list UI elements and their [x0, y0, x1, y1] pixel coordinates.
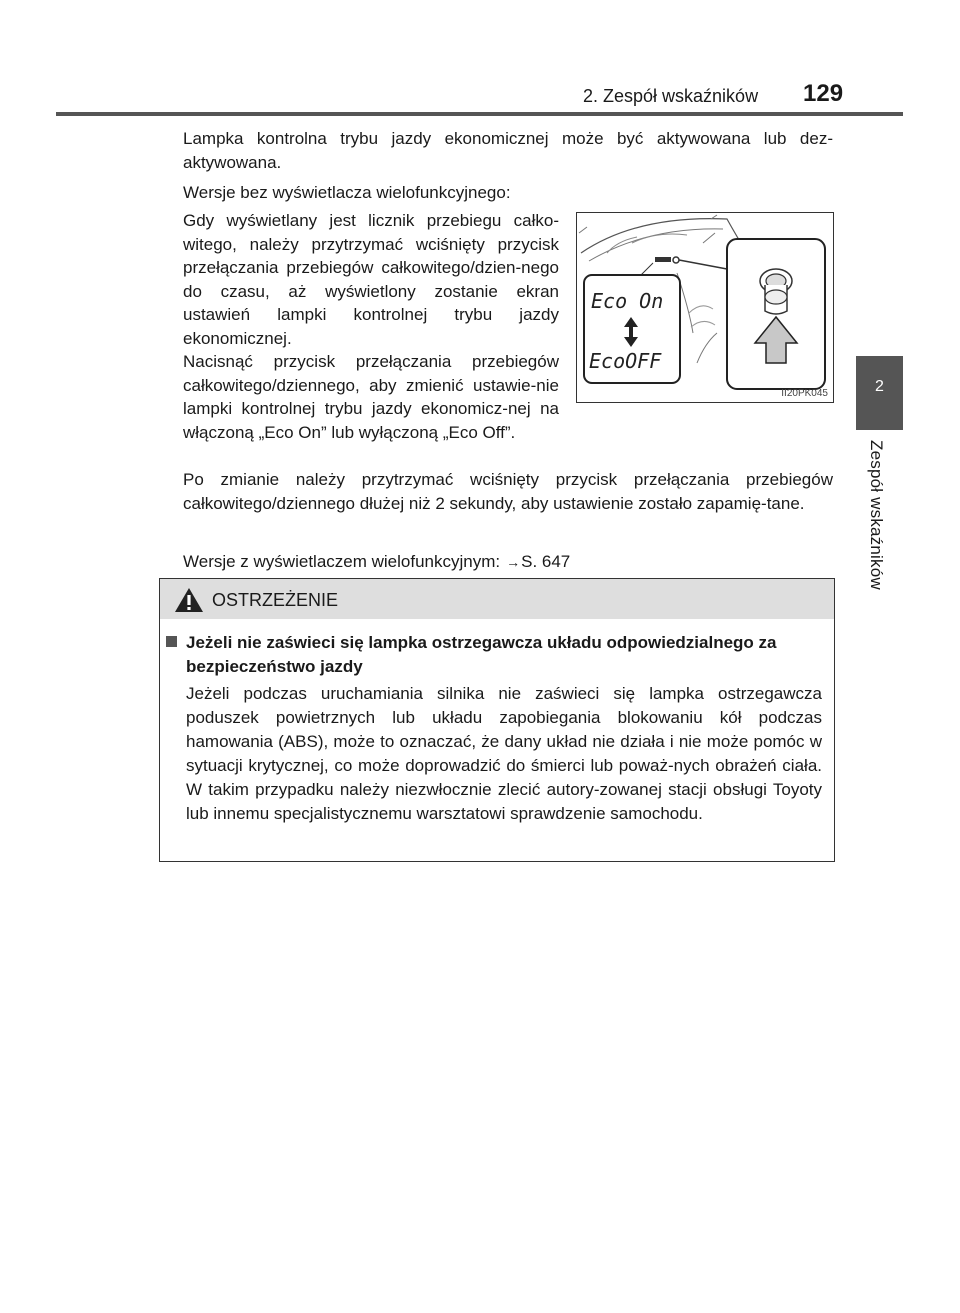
paragraph-intro: Lampka kontrolna trybu jazdy ekonomicznej może być aktywowana lub dez-aktywowana.	[183, 129, 833, 172]
paragraph-version-heading: Wersje bez wyświetlacza wielofunkcyjnego:	[183, 183, 511, 202]
page-reference-link[interactable]: S. 647	[521, 552, 571, 571]
warning-title: OSTRZEŻENIE	[212, 590, 339, 610]
instruction-step-2: Nacisnąć przycisk przełączania przebiegów całkowitego/dziennego, aby zmienić ustawie-nie lampki kontrolnej trybu jazdy ekonomicz-nej na włączoną „Eco On” lub wyłączoną „Eco Off”.	[183, 352, 559, 442]
bullet-square-icon	[166, 636, 177, 647]
warning-header	[160, 579, 834, 619]
chapter-tab	[856, 356, 903, 430]
paragraph-after-change: Po zmianie należy przytrzymać wciśnięty przycisk przełączania przebiegów całkowitego/dziennego dłużej niż 2 sekundy, aby ustawienie zostało zapamię-tane.	[183, 470, 833, 513]
display-eco-on: Eco On	[591, 289, 664, 313]
chapter-tab-label: Zespół wskaźników	[867, 440, 886, 590]
odometer-button-illustration	[576, 212, 834, 403]
warning-box	[159, 578, 835, 862]
warning-body: Jeżeli podczas uruchamiania silnika nie zaświeci się lampka ostrzegawcza poduszek powietrznych lub układu zapobiegania blokowaniu kół podczas hamowania (ABS), może to oznaczać, że dany układ nie działa i nie może pomóc w sytuacji krytycznej, co może doprowadzić do śmierci lub poważ-nych obrażeń ciała. W takim przypadku należy niezwłocznie zlecić autory-zowanej stacji obsługi Toyoty lub innemu specjalistycznemu warsztatowi sprawdzenie samochodu.	[186, 684, 822, 823]
paragraph-instructions	[183, 209, 559, 444]
header-section-title: 2. Zespół wskaźników	[583, 86, 759, 106]
instruction-step-1: Gdy wyświetlany jest licznik przebiegu całko-witego, należy przytrzymać wciśnięty przycisk przełączania przebiegów całkowitego/dzien-nego do czasu, aż wyświetlony zostanie ekran ustawień lampki kontrolnej trybu jazdy ekonomicznej.	[183, 211, 559, 348]
display-eco-off: EcoOFF	[589, 349, 662, 373]
chapter-tab-number: 2	[875, 378, 884, 395]
paragraph-multifunction-version	[183, 550, 833, 575]
multifunction-version-text: Wersje z wyświetlaczem wielofunkcyjnym:	[183, 552, 501, 571]
warning-heading: Jeżeli nie zaświeci się lampka ostrzegawcza układu odpowiedzialnego za bezpieczeństwo jazdy	[186, 633, 777, 676]
reference-arrow-icon: →	[506, 554, 521, 570]
warning-triangle-icon	[174, 587, 204, 613]
illustration-svg	[577, 213, 833, 402]
figure-code: II20PK045	[781, 388, 828, 399]
header-rule	[56, 112, 903, 116]
page-number: 129	[803, 80, 844, 107]
